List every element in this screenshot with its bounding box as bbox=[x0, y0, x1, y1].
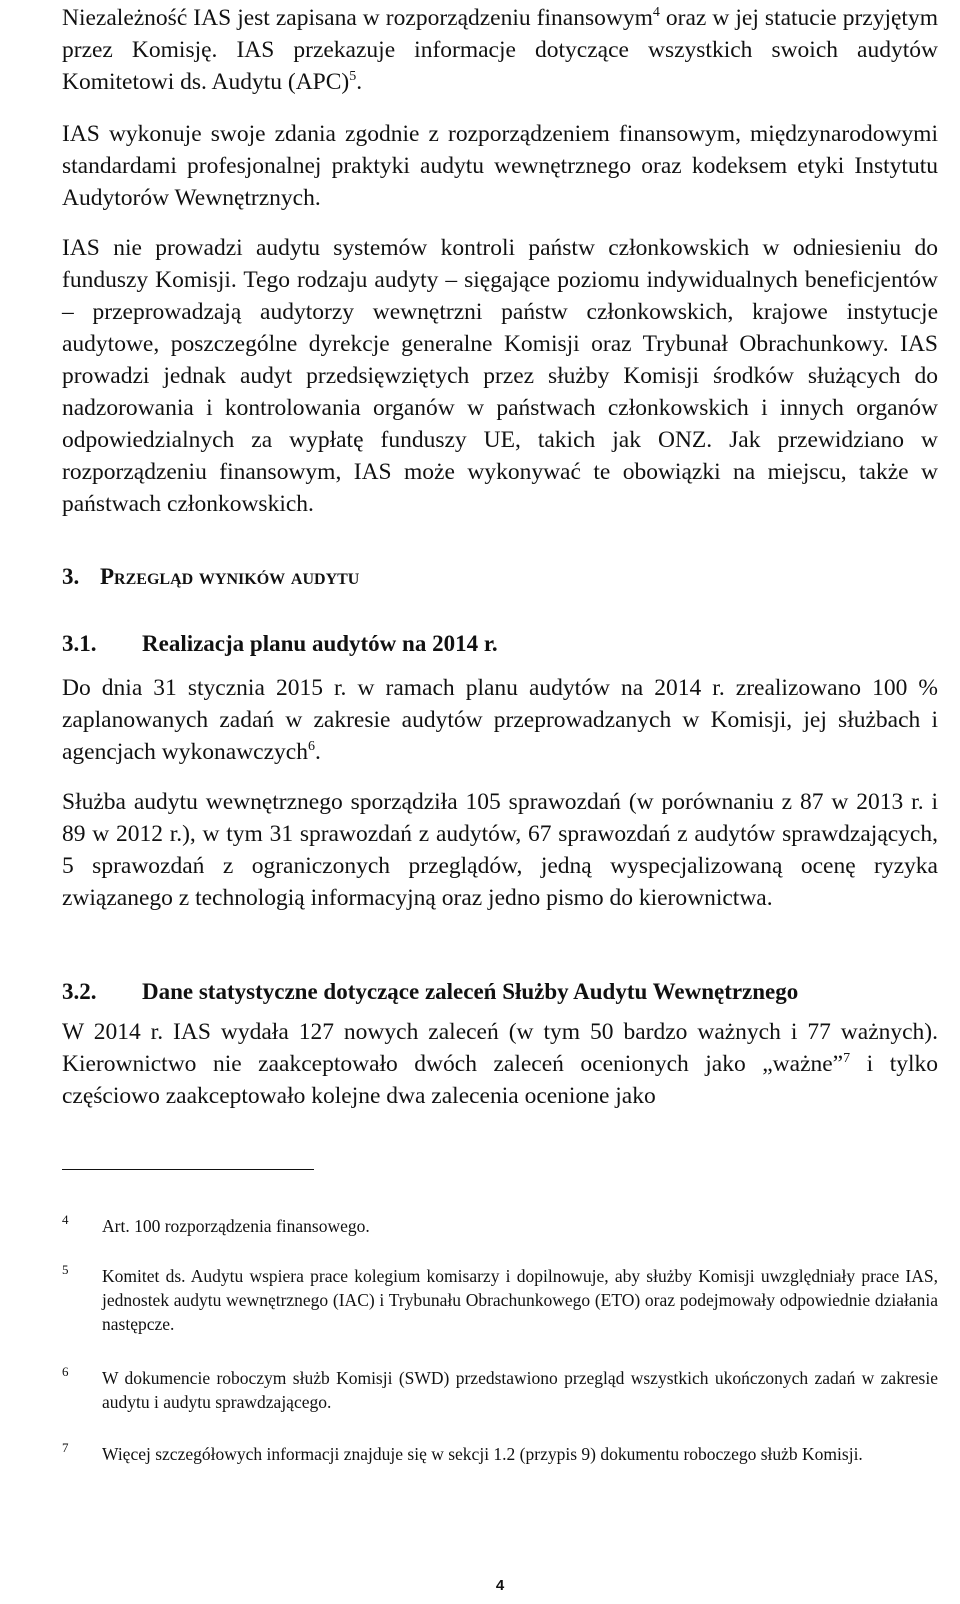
paragraph-plan-completion: Do dnia 31 stycznia 2015 r. w ramach planu audytów na 2014 r. zrealizowano 100 % zaplanowanych zadań w zakresie audytów przeprowadzanych w Komisji, jej służbach i agencjach wykonawczych$^6$. bbox=[62, 675, 938, 765]
paragraph-standards: IAS wykonuje swoje zdania zgodnie z rozporządzeniem finansowym, międzynarodowymi standardami profesjonalnej praktyki audytu wewnętrznego oraz kodeksem etyki Instytutu Audytorów Wewnętrznych. bbox=[62, 121, 938, 211]
section-title: Przegląd wyników audytu bbox=[100, 564, 360, 589]
subsection-number: 3.1. bbox=[62, 631, 97, 656]
footnote-number: 5 bbox=[62, 1262, 69, 1277]
footnote-ref-6[interactable]: 6 bbox=[307, 739, 315, 755]
paragraph-scope: IAS nie prowadzi audytu systemów kontroli państw członkowskich w odniesieniu do funduszy Komisji. Tego rodzaju audyty – sięgające poziomu indywidualnych beneficjentów – przeprowadzają audytorzy wewnętrzni państw członkowskich, krajowe instytucje audytowe, poszczególne dyrekcje generalne Komisji oraz Trybunał Obrachunkowy. IAS prowadzi jednak audyt przedsięwziętych przez służby Komisji środków służących do nadzorowania i kontrolowania organów w państwach członkowskich i innych organów odpowiedzialnych za wypłatę funduszy UE, takich jak ONZ. Jak przewidziano w rozporządzeniu finansowym, IAS może wykonywać te obowiązki na miejscu, także w państwach członkowskich. bbox=[62, 235, 938, 517]
section-number: 3. bbox=[62, 564, 80, 589]
subsection-title: Dane statystyczne dotyczące zaleceń Służby Audytu Wewnętrznego bbox=[142, 979, 799, 1004]
paragraph-recommendations: W 2014 r. IAS wydała 127 nowych zaleceń (w tym 50 bardzo ważnych i 77 ważnych). Kierownictwo nie zaakceptowało dwóch zaleceń ocenionych jako „ważne”$^7$ i tylko częściowo zaakceptowało kolejne dwa zalecenia ocenione jako bbox=[62, 1019, 938, 1109]
footnote-text: Więcej szczegółowych informacji znajduje się w sekcji 1.2 (przypis 9) dokumentu roboczego służb Komisji. bbox=[102, 1444, 863, 1464]
footnote-number: 7 bbox=[62, 1440, 69, 1455]
footnote-text: Art. 100 rozporządzenia finansowego. bbox=[102, 1216, 370, 1236]
subsection-title: Realizacja planu audytów na 2014 r. bbox=[142, 631, 498, 656]
footnote-text: W dokumencie roboczym służb Komisji (SWD) przedstawiono przegląd wszystkich ukończonych zadań w zakresie audytu i audytu sprawdzającego. bbox=[102, 1368, 938, 1412]
footnote-ref-4[interactable]: 4 bbox=[652, 5, 660, 21]
paragraph-independence: Niezależność IAS jest zapisana w rozporządzeniu finansowym$^4$ oraz w jej statucie przyjętym przez Komisję. IAS przekazuje informacje dotyczące wszystkich swoich audytów Komitetowi ds. Audytu (APC)$^5$. bbox=[62, 5, 938, 95]
footnote-separator bbox=[62, 1169, 314, 1170]
page-number: 4 bbox=[495, 1577, 505, 1594]
footnote-ref-7[interactable]: 7 bbox=[843, 1051, 851, 1067]
paragraph-reports: Służba audytu wewnętrznego sporządziła 105 sprawozdań (w porównaniu z 87 w 2013 r. i 89 w 2012 r.), w tym 31 sprawozdań z audytów, 67 sprawozdań z audytów sprawdzających, 5 sprawozdań z ograniczonych przeglądów, jedną wyspecjalizowaną ocenę ryzyka związanego z technologią informacyjną oraz jedno pismo do kierownictwa. bbox=[62, 789, 938, 911]
footnote-number: 6 bbox=[62, 1364, 69, 1379]
subsection-number: 3.2. bbox=[62, 979, 97, 1004]
footnote-ref-5[interactable]: 5 bbox=[349, 69, 357, 85]
footnote-text: Komitet ds. Audytu wspiera prace kolegium komisarzy i dopilnowuje, aby służby Komisji uwzględniały prace IAS, jednostek audytu wewnętrznego (IAC) i Trybunału Obrachunkowego (ETO) oraz podejmowały odpowiednie działania następcze. bbox=[102, 1266, 938, 1334]
document-page bbox=[62, 0, 938, 1604]
footnote-number: 4 bbox=[62, 1212, 69, 1227]
